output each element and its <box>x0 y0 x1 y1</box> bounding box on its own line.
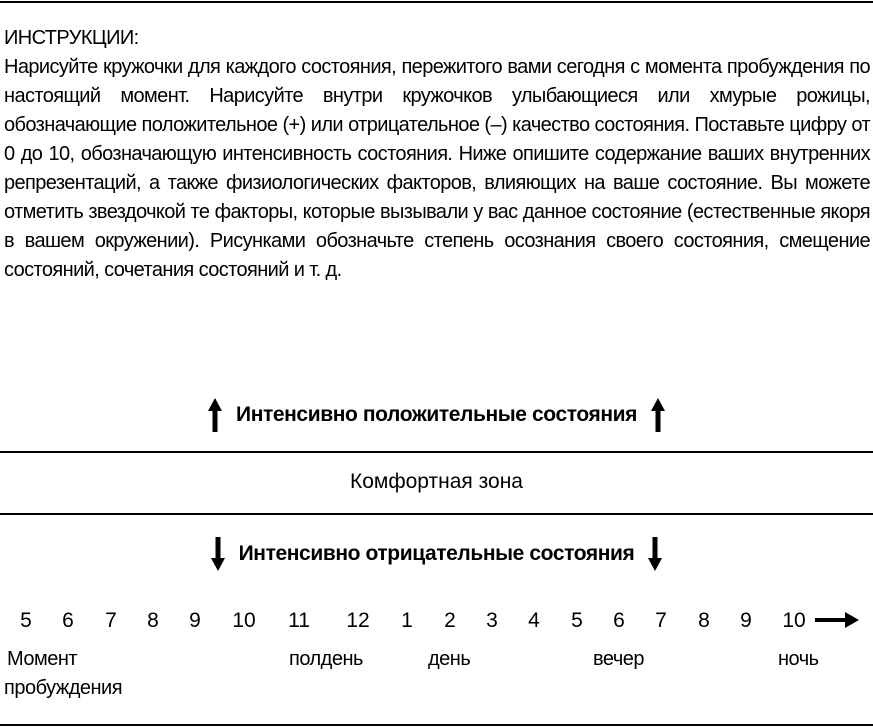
period-day: день <box>428 648 471 670</box>
instructions <box>4 24 870 285</box>
hour-label: 5 <box>20 609 32 632</box>
bottom-rule <box>0 724 873 726</box>
arrow-up-icon <box>208 398 222 432</box>
hour-label: 2 <box>444 609 456 632</box>
arrow-up-icon <box>651 398 665 432</box>
arrow-down-icon <box>211 537 225 571</box>
period-noon: полдень <box>289 648 363 670</box>
arrow-right-icon <box>815 611 859 629</box>
period-wake-line1: Момент <box>7 648 78 670</box>
hour-label: 1 <box>401 609 413 632</box>
positive-zone-label: Интенсивно положительные состояния <box>236 403 637 426</box>
negative-zone-label: Интенсивно отрицательные состояния <box>238 542 635 565</box>
instructions-heading: ИНСТРУКЦИИ: <box>4 27 139 49</box>
hour-label: 9 <box>740 609 752 632</box>
hour-label: 4 <box>528 609 540 632</box>
instructions-text: Нарисуйте кружочки для каждого состояния, пережитого вами сегодня с момента пробуждения по настоящий момент. Нарисуйте внутри кружочков улыбающиеся или хмурые рожицы, обозначающие положительное (+) или отрицательное (–) качество состояния. Поставьте цифру от 0 до 10, обозначающую интенсивность состояния. Ниже опишите содержание ваших внутренних репрезентаций, а также физиологических факторов, влияющих на ваше состояние. Вы можете отметить звездочкой те факторы, которые вызывали у вас данное состояние (естественные якоря в вашем окружении). Рисунками обозначьте степень осознания своего состояния, смещение состояний, сочетания состояний и т. д. <box>4 56 870 281</box>
hour-label: 7 <box>655 609 667 632</box>
hour-label: 9 <box>189 609 201 632</box>
negative-zone-title <box>0 537 873 571</box>
period-evening: вечер <box>593 648 645 670</box>
arrow-down-icon <box>648 537 662 571</box>
negative-boundary-line <box>0 513 873 515</box>
hour-label: 11 <box>288 609 310 632</box>
hour-label: 5 <box>571 609 583 632</box>
period-wake <box>4 645 123 703</box>
comfort-zone-label: Комфортная зона <box>350 470 523 493</box>
period-night: ночь <box>778 648 819 670</box>
hour-label: 10 <box>232 609 256 632</box>
hour-label: 8 <box>147 609 159 632</box>
hour-label: 7 <box>105 609 117 632</box>
hour-label: 8 <box>698 609 710 632</box>
positive-boundary-line <box>0 451 873 453</box>
top-rule <box>0 1 873 3</box>
positive-zone-title <box>0 398 873 432</box>
hour-label: 10 <box>782 609 806 632</box>
period-wake-line2: пробуждения <box>4 677 123 699</box>
hour-label: 6 <box>613 609 625 632</box>
hour-label: 12 <box>346 609 370 632</box>
hour-label: 6 <box>62 609 74 632</box>
hour-label: 3 <box>486 609 498 632</box>
